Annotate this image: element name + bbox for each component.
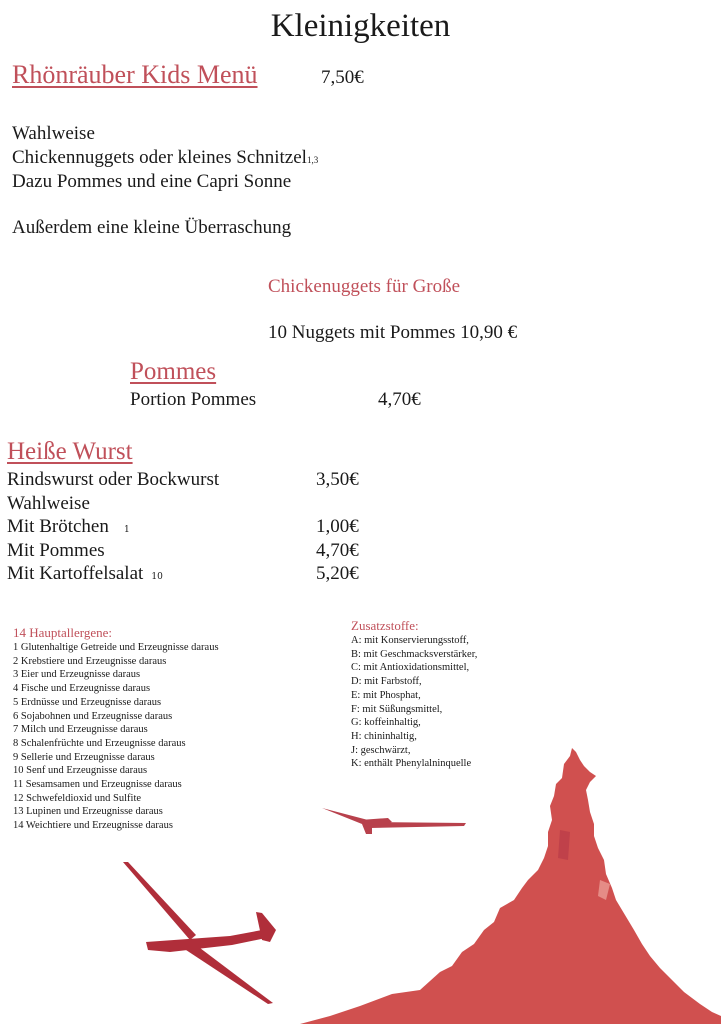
allergen-item: 12 Schwefeldioxid und Sulfite (13, 792, 142, 804)
mountain-rock-icon (300, 748, 721, 1024)
allergen-item: 3 Eier und Erzeugnisse daraus (13, 669, 141, 681)
allergen-item: 2 Krebstiere und Erzeugnisse daraus (13, 655, 167, 667)
additive-item: A: mit Konservierungsstoff, (351, 635, 469, 646)
additive-item: G: koffeinhaltig, (351, 717, 421, 729)
wurst-row-label: Mit Kartoffelsalat (7, 563, 144, 584)
allergens-heading: 14 Hauptallergene: (13, 625, 113, 640)
allergen-item: 11 Sesamsamen und Erzeugnisse daraus (13, 779, 182, 791)
additive-item: D: mit Farbstoff, (351, 676, 422, 688)
allergen-item: 8 Schalenfrüchte und Erzeugnisse daraus (13, 737, 186, 749)
wurst-row-price: 5,20€ (316, 563, 359, 584)
kids-menu-price: 7,50€ (321, 67, 364, 88)
kids-line-2: Chickennuggets oder kleines Schnitzel1,3 (12, 147, 319, 168)
wurst-row-price: 4,70€ (316, 539, 359, 561)
wurst-row-label: Mit Brötchen (7, 516, 109, 537)
allergen-item: 7 Milch und Erzeugnisse daraus (13, 724, 148, 736)
allergen-item: 13 Lupinen und Erzeugnisse daraus (13, 806, 163, 818)
additives-heading: Zusatzstoffe: (351, 618, 419, 633)
kids-line-4: Außerdem eine kleine Überraschung (12, 217, 292, 238)
allergen-item: 1 Glutenhaltige Getreide und Erzeugnisse daraus (13, 642, 219, 653)
allergen-superscript: 1 (123, 525, 130, 535)
allergen-item: 14 Weichtiere und Erzeugnisse daraus (13, 820, 173, 832)
nuggets-heading: Chickenuggets für Große (268, 276, 461, 297)
additive-item: C: mit Antioxidationsmittel, (351, 662, 470, 674)
kids-menu-heading: Rhönräuber Kids Menü (12, 60, 258, 89)
additive-item: B: mit Geschmacksverstärker, (351, 648, 478, 660)
wurst-row-label: Mit Pommes (7, 539, 105, 561)
kids-line-3: Dazu Pommes und eine Capri Sonne (12, 171, 292, 192)
allergen-item: 6 Sojabohnen und Erzeugnisse daraus (13, 710, 173, 722)
glider-icon (322, 808, 466, 834)
allergen-item: 5 Erdnüsse und Erzeugnisse daraus (13, 696, 162, 708)
allergen-item: 4 Fische und Erzeugnisse daraus (13, 683, 151, 695)
allergen-item: 10 Senf und Erzeugnisse daraus (13, 765, 148, 777)
allergen-item: 9 Sellerie und Erzeugnisse daraus (13, 751, 155, 763)
pommes-item: Portion Pommes (130, 389, 257, 410)
wurst-row-price: 1,00€ (316, 516, 359, 537)
wurst-heading: Heiße Wurst (7, 438, 133, 465)
additive-item: E: mit Phosphat, (351, 689, 421, 701)
allergen-superscript: 1,3 (306, 155, 319, 165)
allergen-superscript: 10 (151, 572, 163, 582)
additive-item: K: enthält Phenylalninquelle (351, 758, 472, 770)
page-title: Kleinigkeiten (270, 8, 451, 44)
glider-icon (123, 862, 276, 1004)
pommes-price: 4,70€ (378, 389, 421, 410)
wurst-row-price: 3,50€ (316, 469, 359, 490)
wurst-row-label: Rindswurst oder Bockwurst (7, 469, 220, 490)
additive-item: H: chininhaltig, (351, 730, 417, 742)
additive-item: F: mit Süßungsmittel, (351, 703, 443, 715)
kids-line-1: Wahlweise (12, 123, 95, 144)
additive-item: J: geschwärzt, (351, 744, 411, 756)
pommes-heading: Pommes (130, 358, 217, 385)
wurst-row-label: Wahlweise (7, 492, 90, 514)
nuggets-line: 10 Nuggets mit Pommes 10,90 € (268, 322, 518, 343)
